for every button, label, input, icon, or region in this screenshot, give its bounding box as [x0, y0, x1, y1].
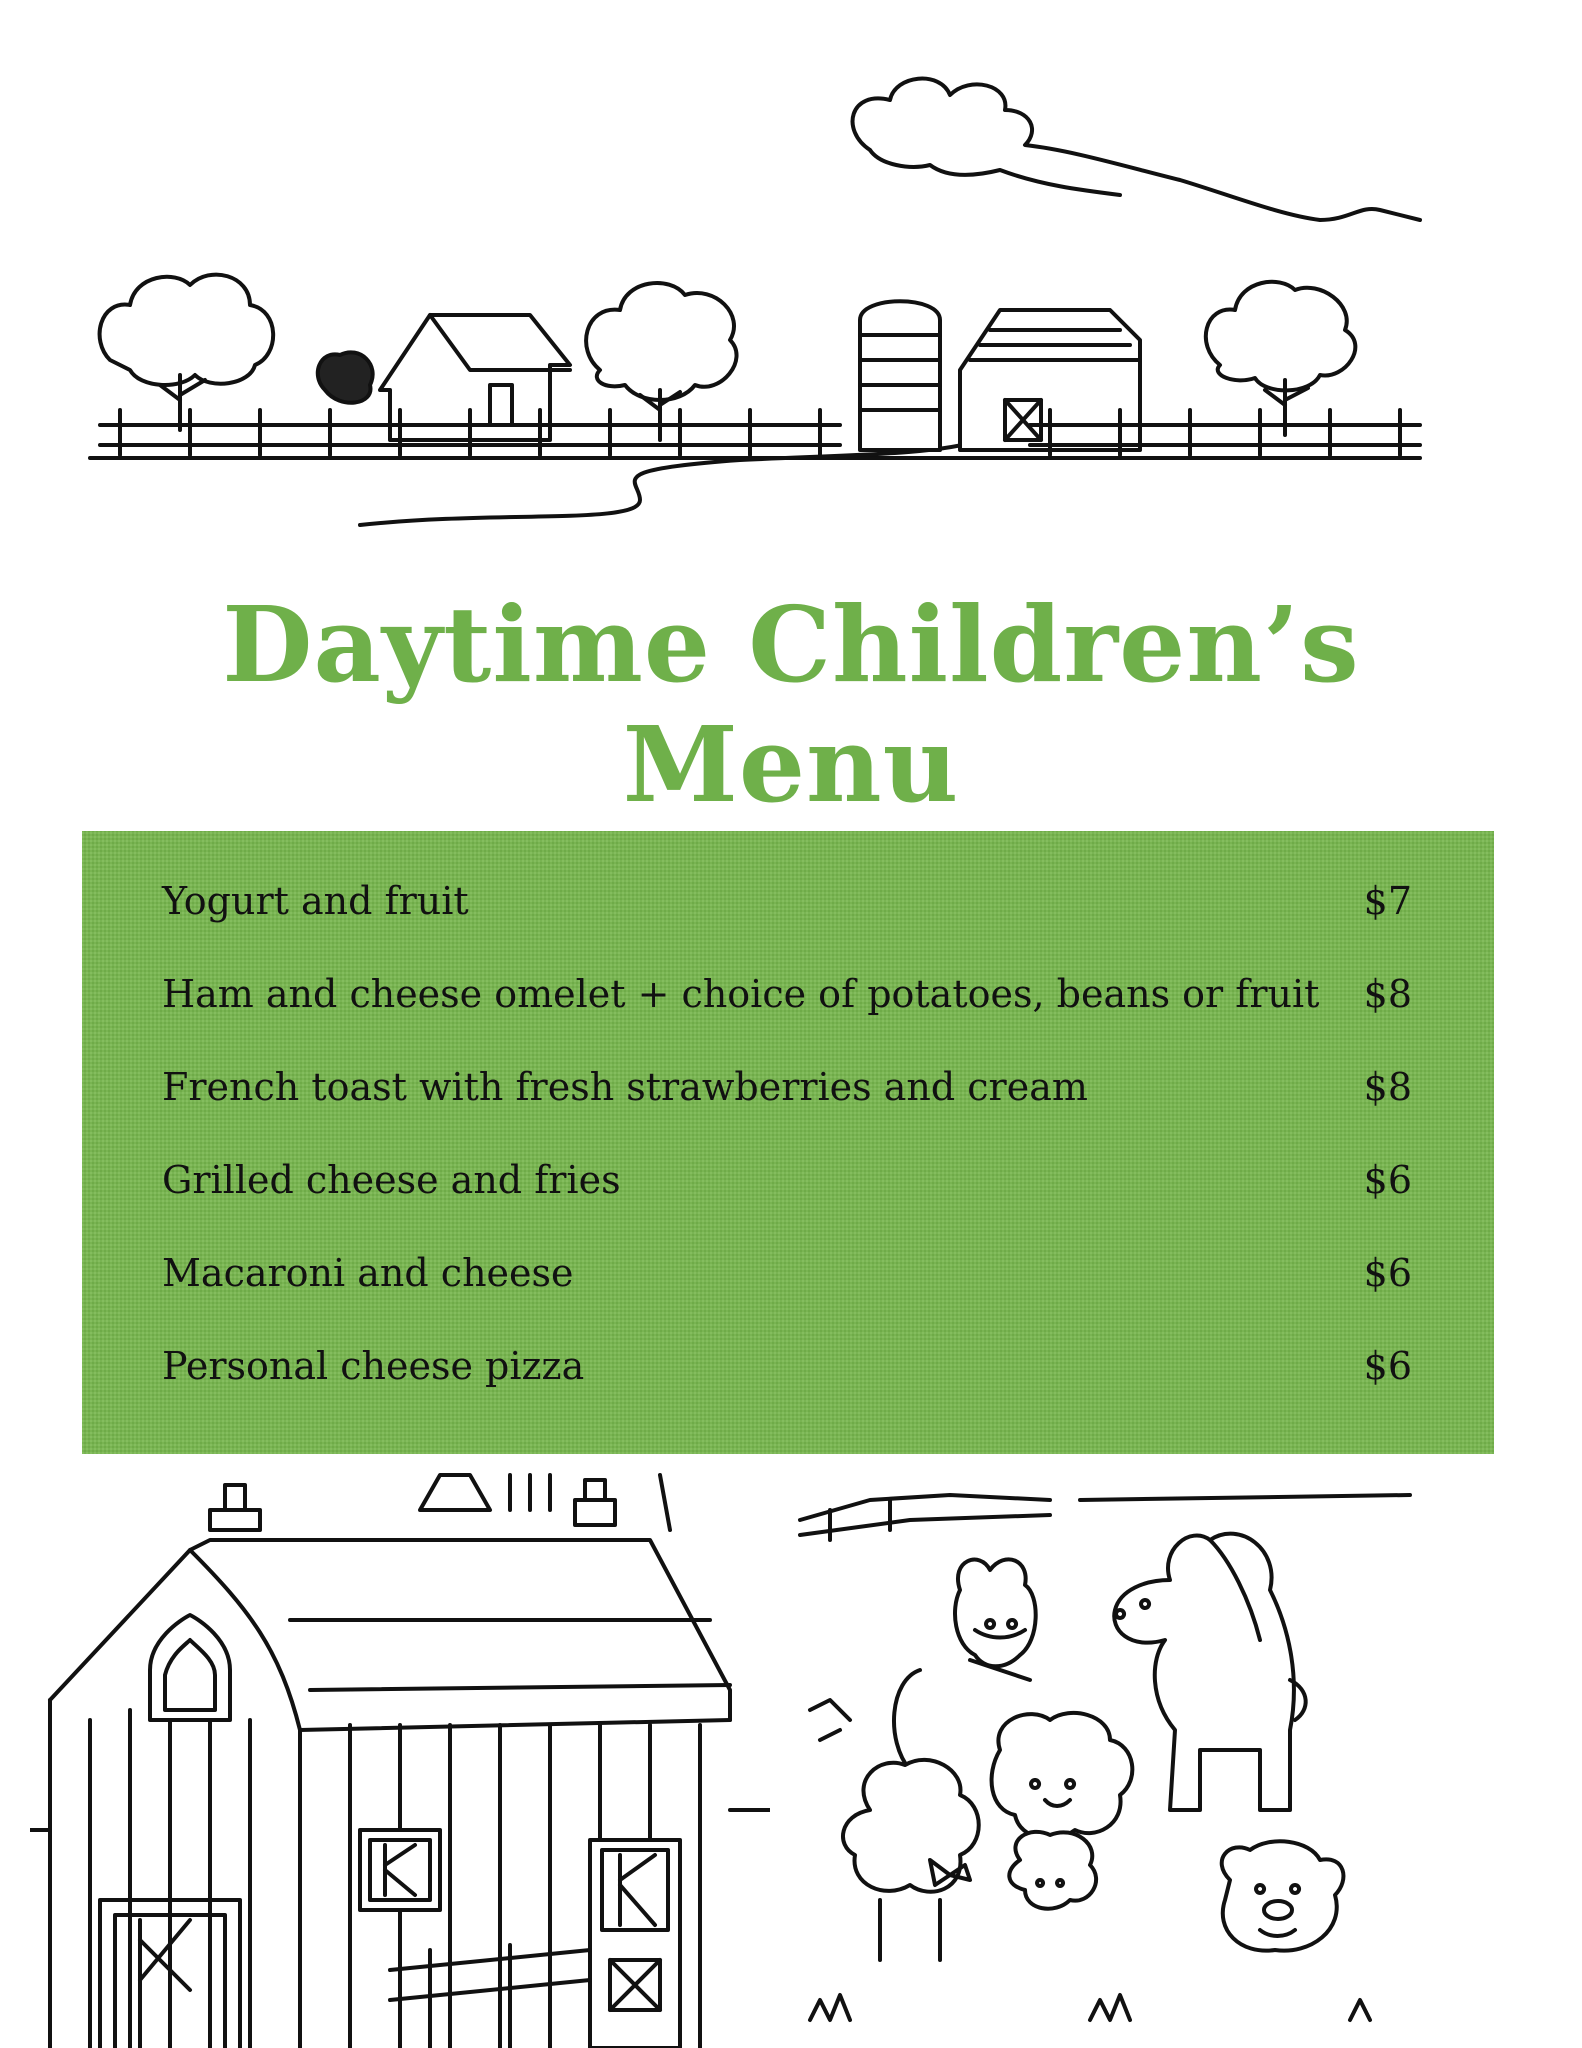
menu-item-price: $6 — [1363, 1158, 1412, 1202]
menu-items-panel — [82, 831, 1494, 1454]
menu-item-row — [162, 1158, 1412, 1218]
menu-title-line2: Menu — [622, 703, 960, 826]
farm-animals-coloring-illustration — [790, 1480, 1470, 2048]
menu-item-name: French toast with fresh strawberries and cream — [162, 1065, 1088, 1109]
menu-item-price: $6 — [1363, 1251, 1412, 1295]
menu-item-price: $7 — [1363, 879, 1412, 923]
menu-item-name: Ham and cheese omelet + choice of potatoes, beans or fruit — [162, 972, 1320, 1016]
menu-item-name: Grilled cheese and fries — [162, 1158, 621, 1202]
menu-item-row — [162, 879, 1412, 939]
menu-item-price: $8 — [1363, 972, 1412, 1016]
menu-item-price: $8 — [1363, 1065, 1412, 1109]
menu-title — [0, 585, 1582, 825]
menu-item-price: $6 — [1363, 1344, 1412, 1388]
menu-item-name: Yogurt and fruit — [162, 879, 469, 923]
menu-item-row — [162, 1065, 1412, 1125]
menu-title-line1: Daytime Children’s — [222, 583, 1360, 706]
menu-item-name: Personal cheese pizza — [162, 1344, 585, 1388]
farm-landscape-illustration — [80, 70, 1450, 550]
menu-item-row — [162, 1344, 1412, 1404]
menu-item-name: Macaroni and cheese — [162, 1251, 574, 1295]
barn-coloring-illustration — [30, 1470, 770, 2048]
menu-item-row — [162, 1251, 1412, 1311]
menu-item-row — [162, 972, 1412, 1032]
